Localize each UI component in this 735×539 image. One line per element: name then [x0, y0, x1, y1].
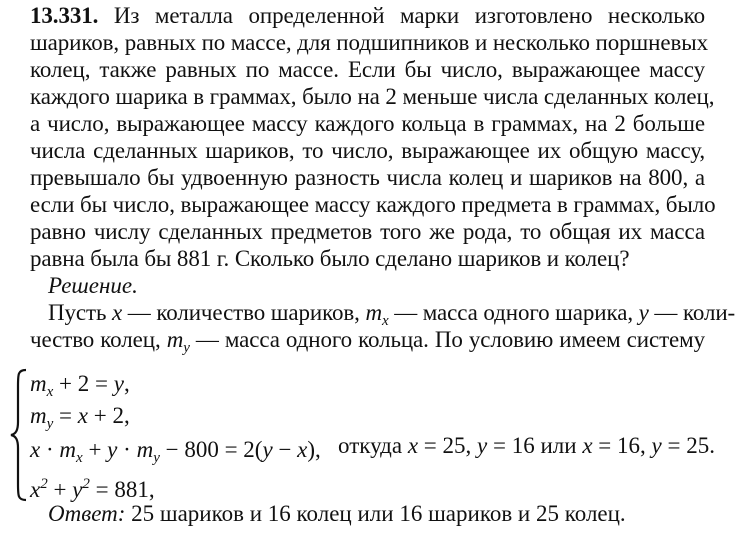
eq3-close: ),	[307, 437, 321, 462]
curly-brace-icon	[8, 366, 32, 504]
problem-line-8: если бы число, выражающее массу каждого предмета в граммах, было	[30, 192, 716, 217]
problem-line-5: а число, выражающее массу каждого кольца в граммах, на 2 больше	[30, 111, 705, 136]
eq3-minus: −	[272, 437, 298, 462]
problem-line-3: колец, также равных по массе. Если бы число, выражающее массу	[30, 57, 705, 82]
result-var-x2: x	[582, 433, 593, 458]
eq3-x2: x	[297, 437, 308, 462]
intro1-var-x: x	[112, 300, 123, 325]
eq3-y2: y	[262, 437, 273, 462]
result-var-y1: y	[477, 433, 488, 458]
eq3-m1: m	[59, 437, 77, 462]
solution-result	[338, 432, 715, 460]
answer-text: 25 шариков и 16 колец или 16 шариков и 25 колец.	[125, 501, 626, 526]
problem-line-9: равно числу сделанных предметов того же рода, то общая их масса	[30, 219, 705, 244]
solution-intro-line-2	[30, 326, 705, 362]
eq1-m: m	[30, 371, 47, 396]
eq3-y: y	[107, 437, 118, 462]
eq4-x: x	[30, 477, 41, 502]
eq4-rest: = 881,	[89, 477, 155, 502]
eq1-y: y	[113, 371, 124, 396]
intro1-text-b: — количество шариков,	[122, 300, 366, 325]
intro1-text-a: Пусть	[48, 300, 113, 325]
eq2-rest: + 2,	[88, 403, 130, 428]
intro2-var-m: m	[166, 327, 184, 352]
intro2-sub-y: y	[183, 340, 190, 356]
result-text-e: = 25.	[661, 433, 715, 458]
eq3-sub2: y	[153, 450, 160, 466]
result-text-b: = 25,	[418, 433, 478, 458]
solution-heading: Решение.	[48, 273, 138, 298]
answer-label: Ответ:	[48, 501, 126, 526]
intro1-sub-x: x	[382, 313, 389, 329]
result-var-y2: y	[651, 433, 662, 458]
problem-line-2: шариков, равных по массе, для подшипников и несколько поршневых	[30, 30, 708, 55]
problem-line-10: равна была бы 881 г. Сколько было сделано шариков и колец?	[30, 246, 630, 271]
eq4-y: y	[72, 477, 83, 502]
eq4-sup1: 2	[40, 476, 48, 492]
eq1-op: + 2 =	[53, 371, 114, 396]
eq3-x: x	[30, 437, 41, 462]
problem-text-1: Из металла определенной марки изготовлено несколько	[113, 3, 705, 28]
eq2-op: =	[53, 403, 78, 428]
eq3-plus: +	[82, 437, 108, 462]
equation-1	[30, 370, 130, 406]
result-var-x1: x	[407, 433, 419, 458]
problem-line-6: числа сделанных шариков, то число, выражающее их общую массу,	[30, 138, 705, 163]
equation-2	[30, 402, 130, 438]
result-text-c: = 16 или	[487, 433, 583, 458]
intro1-var-y: y	[638, 300, 649, 325]
eq3-dot1: ·	[40, 437, 60, 462]
intro2-text-b: — масса одного кольца. По условию имеем систему	[189, 327, 705, 352]
eq3-m2: m	[136, 437, 154, 462]
eq2-x: x	[77, 403, 88, 428]
eq3-mid: − 800 = 2(	[159, 437, 263, 462]
result-text-d: = 16,	[592, 433, 652, 458]
answer-line	[48, 500, 626, 527]
eq3-sub1: x	[76, 450, 83, 466]
intro1-text-c: — масса одного шарика,	[388, 300, 639, 325]
result-text-a: откуда	[338, 433, 408, 458]
intro1-var-m: m	[365, 300, 382, 325]
eq3-dot2: ·	[117, 437, 137, 462]
eq1-sub: x	[46, 384, 54, 400]
eq1-comma: ,	[123, 371, 130, 396]
problem-line-7: превышало бы удвоенную разность числа колец и шариков на 800, а	[30, 165, 705, 190]
eq2-m: m	[30, 403, 47, 428]
equation-3	[30, 436, 321, 472]
intro1-text-d: — коли-	[648, 300, 735, 325]
intro2-text-a: чество колец,	[30, 327, 167, 352]
equation-4	[30, 470, 155, 504]
problem-line-4: каждого шарика в граммах, было на 2 меньше числа сделанных колец,	[30, 84, 715, 109]
eq4-plus: +	[47, 477, 73, 502]
eq2-sub: y	[46, 416, 54, 432]
equation-system	[8, 366, 328, 504]
problem-line-1	[30, 2, 705, 29]
problem-number: 13.331.	[30, 3, 99, 28]
eq4-sup2: 2	[82, 476, 90, 492]
